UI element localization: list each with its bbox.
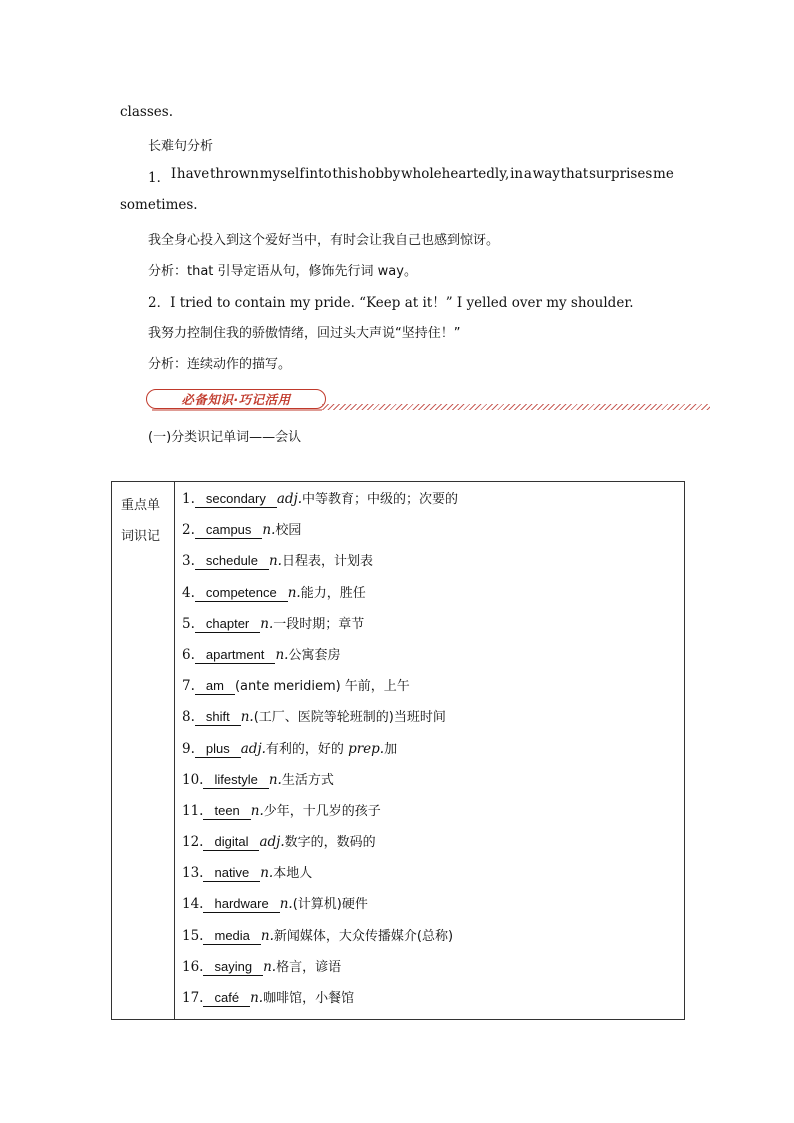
- list-item: [182, 863, 684, 894]
- item-number: 10.: [182, 771, 204, 788]
- part-of-speech: n.: [262, 522, 276, 539]
- item-number: 17.: [182, 990, 204, 1006]
- list-item: [182, 988, 684, 1019]
- sentence-1-translation: 我全身心投入到这个爱好当中，有时会让我自己也感到惊讶。: [148, 233, 500, 248]
- item-number: 15.: [182, 927, 204, 944]
- item-number: 16.: [182, 958, 204, 975]
- item-meaning: (计算机)硬件: [292, 897, 368, 913]
- answer-blank: teen: [203, 802, 250, 820]
- item-number: 13.: [182, 865, 204, 882]
- item-meaning: 一段时期；章节: [273, 616, 365, 632]
- table-row: [112, 482, 685, 1020]
- item-number: 2.: [182, 522, 195, 539]
- banner-underline: [152, 409, 322, 411]
- sentence-2: 2．I tried to contain my pride. “Keep at it！” I yelled over my shoulder.: [148, 295, 634, 311]
- sentence-2-analysis: 分析：连续动作的描写。: [148, 357, 292, 372]
- sentence-1-word: into: [305, 166, 332, 182]
- answer-blank: hardware: [203, 895, 279, 913]
- item-meaning: 能力，胜任: [300, 585, 366, 601]
- item-meaning: 格言，谚语: [276, 959, 342, 975]
- part-of-speech: n.: [240, 709, 254, 726]
- answer-blank: apartment: [195, 646, 276, 664]
- item-number: 4.: [182, 584, 195, 601]
- sentence-1-word: surprises: [588, 166, 653, 182]
- part-of-speech: n.: [275, 646, 289, 663]
- answer-blank: secondary: [195, 490, 277, 508]
- analysis-heading: 长难句分析: [148, 139, 214, 154]
- item-meaning: (工厂、医院等轮班制的)当班时间: [253, 710, 446, 726]
- list-item: [182, 832, 684, 863]
- list-item: [182, 551, 684, 582]
- list-item: [182, 583, 684, 614]
- item-meaning: (ante meridiem) 午前，上午: [234, 679, 410, 695]
- item-meaning-2: 加: [384, 741, 398, 757]
- item-meaning: 咖啡馆，小餐馆: [263, 991, 355, 1006]
- part-of-speech: n.: [268, 771, 282, 788]
- part-of-speech: n.: [279, 896, 293, 913]
- part-of-speech: n.: [260, 927, 274, 944]
- part-of-speech: n.: [250, 990, 264, 1006]
- item-number: 7.: [182, 678, 195, 695]
- item-meaning: 少年，十几岁的孩子: [263, 803, 381, 819]
- list-item: [182, 676, 684, 707]
- item-meaning: 公寓套房: [288, 647, 341, 663]
- part-of-speech: n.: [287, 584, 301, 601]
- part-of-speech: n.: [268, 553, 282, 570]
- part-of-speech: n.: [263, 958, 277, 975]
- item-meaning: 生活方式: [281, 772, 334, 788]
- part-of-speech: adj.: [259, 834, 285, 851]
- list-item: [182, 707, 684, 738]
- item-number: 11.: [182, 802, 204, 819]
- sentence-1-word: hobby: [358, 166, 401, 182]
- answer-blank: digital: [203, 833, 259, 851]
- category-label-line-1: 重点单: [121, 498, 161, 513]
- sentence-1-analysis: 分析：that 引导定语从句，修饰先行词 way。: [148, 264, 417, 279]
- item-number: 8.: [182, 709, 195, 726]
- item-number: 5.: [182, 615, 195, 632]
- part-of-speech: adj.: [240, 740, 266, 757]
- answer-blank: campus: [195, 521, 263, 539]
- item-meaning: 新闻媒体，大众传播媒介(总称): [273, 928, 454, 944]
- part-of-speech: n.: [260, 615, 274, 632]
- banner-hatch-decoration: [322, 404, 710, 410]
- item-number: 3.: [182, 553, 195, 570]
- item-meaning: 数字的，数码的: [284, 835, 376, 851]
- sentence-1-word: myself: [259, 166, 305, 182]
- section-title: (一)分类识记单词——会认: [148, 430, 302, 445]
- part-of-speech-2: prep.: [348, 740, 385, 757]
- vocabulary-list: [175, 482, 684, 1019]
- text-fragment: classes.: [120, 104, 173, 120]
- item-meaning: 日程表，计划表: [281, 554, 373, 570]
- sentence-2-translation: 我努力控制住我的骄傲情绪，回过头大声说“坚持住！”: [148, 326, 461, 341]
- answer-blank: am: [195, 677, 235, 695]
- sentence-1-word: wholeheartedly,: [400, 166, 510, 182]
- answer-blank: plus: [195, 740, 241, 758]
- item-number: 14.: [182, 896, 204, 913]
- sentence-1-word: this: [332, 166, 358, 182]
- sentence-1-word: I: [170, 166, 177, 182]
- list-item: [182, 894, 684, 925]
- list-item: [182, 739, 684, 770]
- sentence-1-word: in: [510, 166, 524, 182]
- category-label-line-2: 词识记: [121, 529, 161, 544]
- answer-blank: chapter: [195, 615, 260, 633]
- answer-blank: media: [203, 927, 260, 945]
- part-of-speech: n.: [260, 865, 274, 882]
- banner-title: 必备知识·巧记活用: [181, 392, 291, 407]
- item-number: 1.: [182, 491, 195, 507]
- vocabulary-table: [111, 481, 685, 1020]
- answer-blank: schedule: [195, 552, 269, 570]
- section-banner: [146, 387, 710, 413]
- list-item: [182, 645, 684, 676]
- item-meaning: 校园: [275, 523, 302, 539]
- item-number: 9.: [182, 740, 195, 757]
- item-meaning: 本地人: [273, 866, 313, 882]
- item-meaning: 中等教育；中级的；次要的: [302, 492, 459, 507]
- list-item: [182, 957, 684, 988]
- banner-pill: [146, 389, 326, 409]
- sentence-1-word: a: [523, 166, 532, 182]
- item-number: 6.: [182, 646, 195, 663]
- list-item: [182, 489, 684, 520]
- list-item: [182, 520, 684, 551]
- category-cell: [112, 482, 175, 1020]
- answer-blank: saying: [203, 958, 263, 976]
- sentence-1-end: sometimes.: [120, 197, 198, 213]
- list-item: [182, 926, 684, 957]
- part-of-speech: n.: [250, 802, 264, 819]
- part-of-speech: adj.: [276, 491, 303, 507]
- sentence-1-word: way: [532, 166, 560, 182]
- answer-blank: competence: [195, 584, 288, 602]
- list-item: [182, 801, 684, 832]
- item-meaning: 有利的，好的: [265, 741, 349, 757]
- answer-blank: lifestyle: [203, 771, 268, 789]
- answer-blank: native: [203, 864, 260, 882]
- list-item: [182, 614, 684, 645]
- item-number: 12.: [182, 834, 204, 851]
- sentence-1-word: thrown: [210, 166, 259, 182]
- answer-blank: shift: [195, 708, 241, 726]
- sentence-1: [148, 166, 674, 186]
- sentence-1-word: that: [560, 166, 589, 182]
- answer-blank: café: [203, 989, 250, 1007]
- sentence-1-word: me: [653, 166, 674, 182]
- items-cell: [175, 482, 685, 1020]
- sentence-1-number: 1．: [148, 170, 171, 186]
- list-item: [182, 770, 684, 801]
- sentence-1-word: have: [176, 166, 210, 182]
